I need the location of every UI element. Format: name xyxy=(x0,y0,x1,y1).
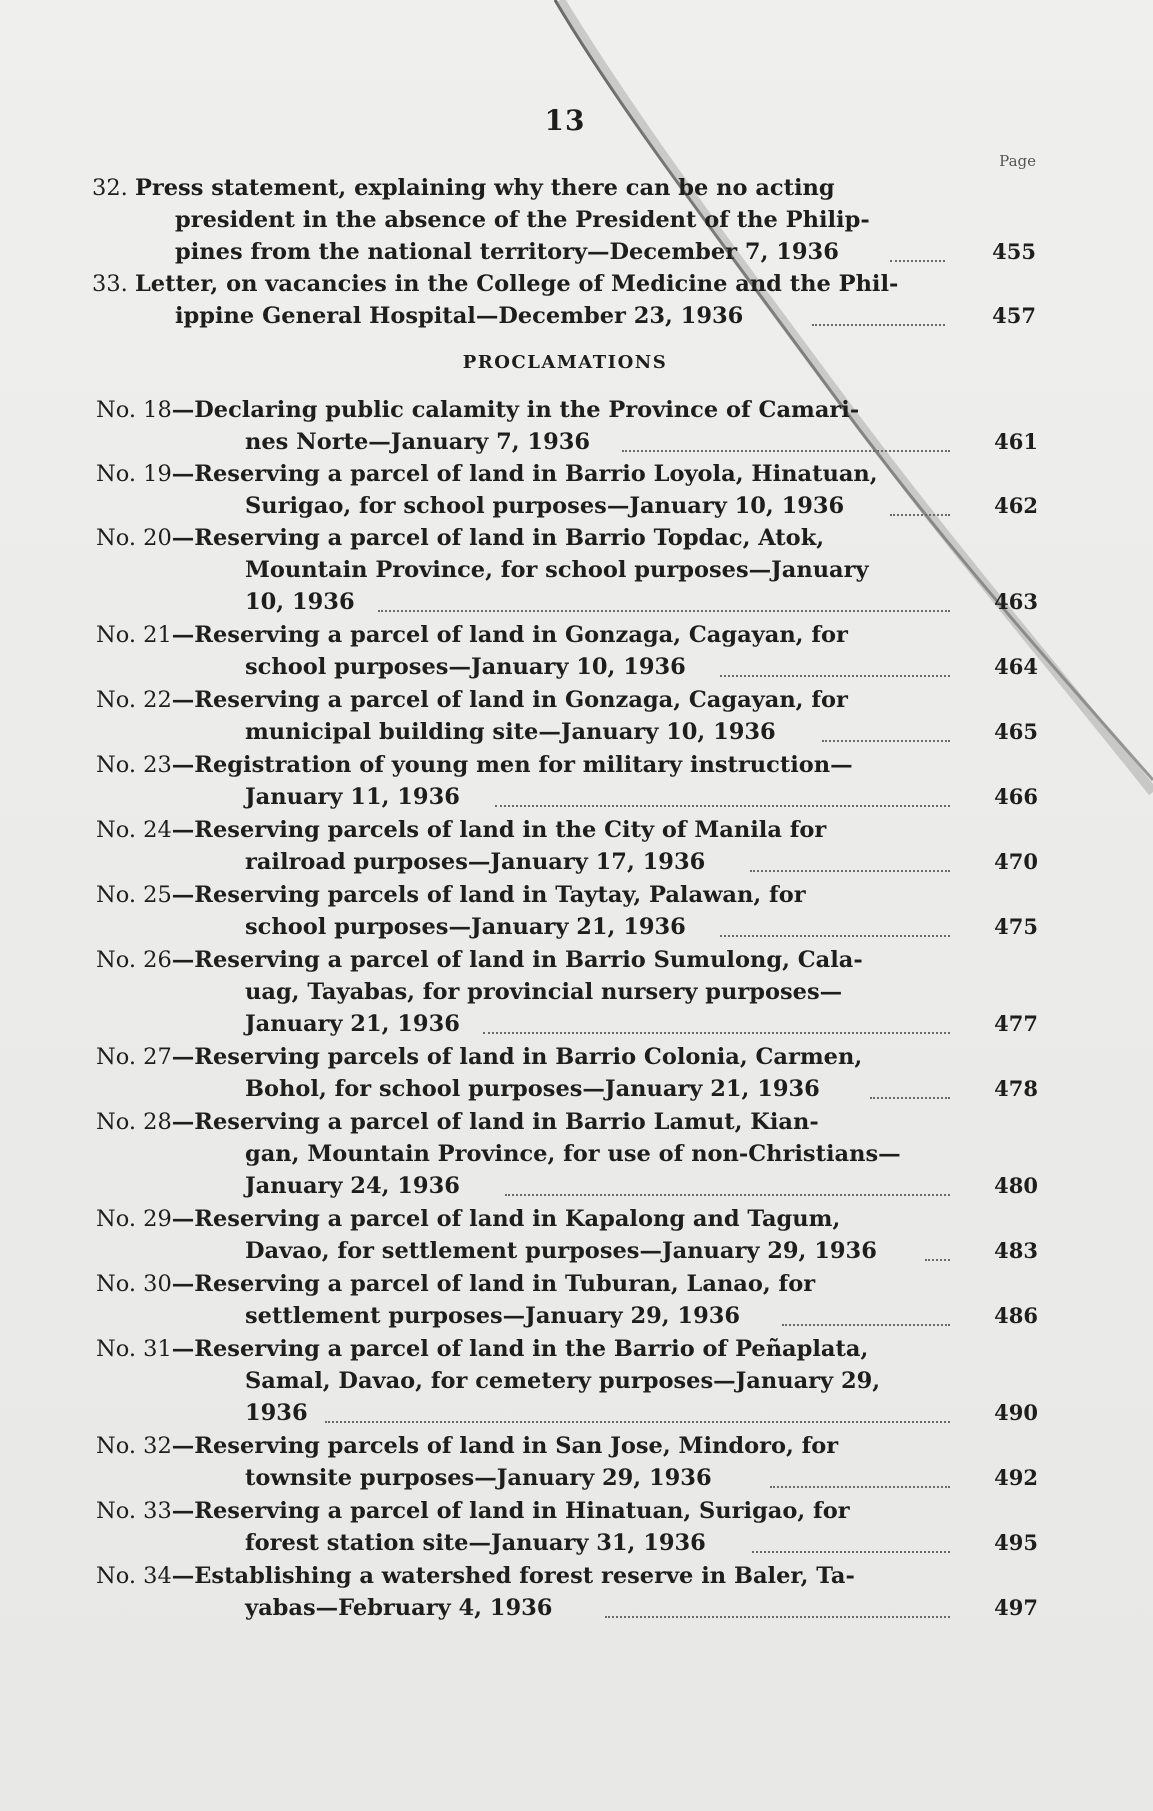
entry-text-line: townsite purposes—January 29, 1936 xyxy=(245,1465,712,1491)
entry-page: 462 xyxy=(994,493,1038,518)
page-column-label: Page xyxy=(999,152,1036,170)
entry-page: 480 xyxy=(994,1173,1038,1198)
entry-ref: No. 28 xyxy=(96,1109,172,1135)
entry-page: 470 xyxy=(994,849,1038,874)
entry-ref: No. 33 xyxy=(96,1498,172,1524)
entry-text-line: —Reserving a parcel of land in Barrio Topdac, Atok, xyxy=(171,525,825,551)
entry-text-line: Samal, Davao, for cemetery purposes—January 29, xyxy=(245,1368,881,1394)
entry-ref: No. 21 xyxy=(96,622,172,648)
entry-text-line: forest station site—January 31, 1936 xyxy=(245,1530,706,1556)
entry-page: 483 xyxy=(994,1238,1038,1263)
entry-page: 464 xyxy=(994,654,1038,679)
entry-page: 477 xyxy=(994,1011,1038,1036)
entry-page: 461 xyxy=(994,429,1038,454)
entry-text-line: 10, 1936 xyxy=(245,589,355,615)
entry-ref: No. 25 xyxy=(96,882,172,908)
entry-text-line: gan, Mountain Province, for use of non-Christians— xyxy=(245,1141,901,1167)
entry-text-line: president in the absence of the President of the Philip- xyxy=(175,207,870,233)
entry-text-line: ippine General Hospital—December 23, 1936 xyxy=(175,303,744,329)
entry-page: 495 xyxy=(994,1530,1038,1555)
entry-text-line: —Reserving parcels of land in Taytay, Palawan, for xyxy=(171,882,806,908)
page-number: 13 xyxy=(544,104,586,137)
dot-leaders xyxy=(925,1257,950,1261)
entry-ref: No. 20 xyxy=(96,525,172,551)
entry-text-line: Mountain Province, for school purposes—January xyxy=(245,557,869,583)
entry-text-line: municipal building site—January 10, 1936 xyxy=(245,719,776,745)
entry-text-line: January 24, 1936 xyxy=(245,1173,460,1199)
entry-ref: No. 31 xyxy=(96,1336,172,1362)
entry-text-line: —Reserving a parcel of land in Barrio Sumulong, Cala- xyxy=(171,947,863,973)
entry-text-line: yabas—February 4, 1936 xyxy=(245,1595,553,1621)
entry-text-line: —Registration of young men for military instruction— xyxy=(171,752,853,778)
entry-page: 486 xyxy=(994,1303,1038,1328)
entry-text-line: uag, Tayabas, for provincial nursery purposes— xyxy=(245,979,843,1005)
entry-text-line: school purposes—January 10, 1936 xyxy=(245,654,686,680)
entry-text-line: —Reserving parcels of land in San Jose, Mindoro, for xyxy=(171,1433,839,1459)
dot-leaders xyxy=(495,803,950,807)
dot-leaders xyxy=(890,512,950,516)
entry-text-line: school purposes—January 21, 1936 xyxy=(245,914,686,940)
entry-ref: No. 19 xyxy=(96,461,172,487)
entry-text-line: —Reserving a parcel of land in the Barrio of Peñaplata, xyxy=(171,1336,869,1362)
entry-page: 497 xyxy=(994,1595,1038,1620)
entry-ref: No. 32 xyxy=(96,1433,172,1459)
entry-text-line: —Reserving a parcel of land in Barrio Lamut, Kian- xyxy=(171,1109,819,1135)
dot-leaders xyxy=(890,258,945,262)
entry-ref: No. 29 xyxy=(96,1206,172,1232)
entry-page: 492 xyxy=(994,1465,1038,1490)
entry-page: 475 xyxy=(994,914,1038,939)
dot-leaders xyxy=(720,933,950,937)
dot-leaders xyxy=(750,868,950,872)
entry-ref: 32. xyxy=(92,175,128,201)
entry-page: 490 xyxy=(994,1400,1038,1425)
entry-text-line: January 11, 1936 xyxy=(245,784,460,810)
entry-ref: 33. xyxy=(92,271,128,297)
entry-text-line: railroad purposes—January 17, 1936 xyxy=(245,849,706,875)
entry-text-line: —Reserving a parcel of land in Hinatuan, Surigao, for xyxy=(171,1498,850,1524)
dot-leaders xyxy=(770,1484,950,1488)
entry-text-line: 1936 xyxy=(245,1400,308,1426)
entry-page: 466 xyxy=(994,784,1038,809)
entry-ref: No. 22 xyxy=(96,687,172,713)
entry-page: 478 xyxy=(994,1076,1038,1101)
entry-ref: No. 26 xyxy=(96,947,172,973)
dot-leaders xyxy=(378,608,950,612)
entry-text-line: Bohol, for school purposes—January 21, 1936 xyxy=(245,1076,820,1102)
entry-text-line: —Reserving a parcel of land in Gonzaga, Cagayan, for xyxy=(171,622,848,648)
dot-leaders xyxy=(605,1614,950,1618)
entry-ref: No. 24 xyxy=(96,817,172,843)
entry-text-line: —Reserving parcels of land in Barrio Colonia, Carmen, xyxy=(171,1044,863,1070)
entry-text-line: —Reserving a parcel of land in Barrio Loyola, Hinatuan, xyxy=(171,461,878,487)
dot-leaders xyxy=(483,1030,950,1034)
entry-page: 455 xyxy=(992,239,1036,264)
entry-ref: No. 34 xyxy=(96,1563,172,1589)
entry-text-line: Letter, on vacancies in the College of Medicine and the Phil- xyxy=(134,271,899,297)
entry-text-line: —Reserving a parcel of land in Tuburan, Lanao, for xyxy=(171,1271,816,1297)
entry-text-line: —Reserving parcels of land in the City of Manila for xyxy=(171,817,827,843)
entry-text-line: settlement purposes—January 29, 1936 xyxy=(245,1303,741,1329)
entry-text-line: Davao, for settlement purposes—January 29, 1936 xyxy=(245,1238,877,1264)
entry-text-line: nes Norte—January 7, 1936 xyxy=(245,429,591,455)
entry-text-line: Surigao, for school purposes—January 10, 1936 xyxy=(245,493,845,519)
entry-text-line: January 21, 1936 xyxy=(245,1011,460,1037)
dot-leaders xyxy=(812,322,945,326)
entry-text-line: —Reserving a parcel of land in Gonzaga, Cagayan, for xyxy=(171,687,848,713)
dot-leaders xyxy=(782,1322,950,1326)
entry-text-line: Press statement, explaining why there can be no acting xyxy=(134,175,835,201)
dot-leaders xyxy=(505,1192,950,1196)
entry-page: 457 xyxy=(992,303,1036,328)
entry-text-line: —Declaring public calamity in the Province of Camari- xyxy=(171,397,860,423)
dot-leaders xyxy=(720,673,950,677)
entry-ref: No. 27 xyxy=(96,1044,172,1070)
dot-leaders xyxy=(325,1419,950,1423)
dot-leaders xyxy=(870,1095,950,1099)
entry-text-line: pines from the national territory—December 7, 1936 xyxy=(175,239,839,265)
entry-page: 465 xyxy=(994,719,1038,744)
entry-page: 463 xyxy=(994,589,1038,614)
section-heading-proclamations: PROCLAMATIONS xyxy=(462,352,668,373)
entry-ref: No. 23 xyxy=(96,752,172,778)
dot-leaders xyxy=(752,1549,950,1553)
entry-text-line: —Establishing a watershed forest reserve in Baler, Ta- xyxy=(171,1563,855,1589)
dot-leaders xyxy=(822,738,950,742)
entry-ref: No. 30 xyxy=(96,1271,172,1297)
entry-ref: No. 18 xyxy=(96,397,172,423)
entry-text-line: —Reserving a parcel of land in Kapalong and Tagum, xyxy=(171,1206,841,1232)
dot-leaders xyxy=(622,448,950,452)
